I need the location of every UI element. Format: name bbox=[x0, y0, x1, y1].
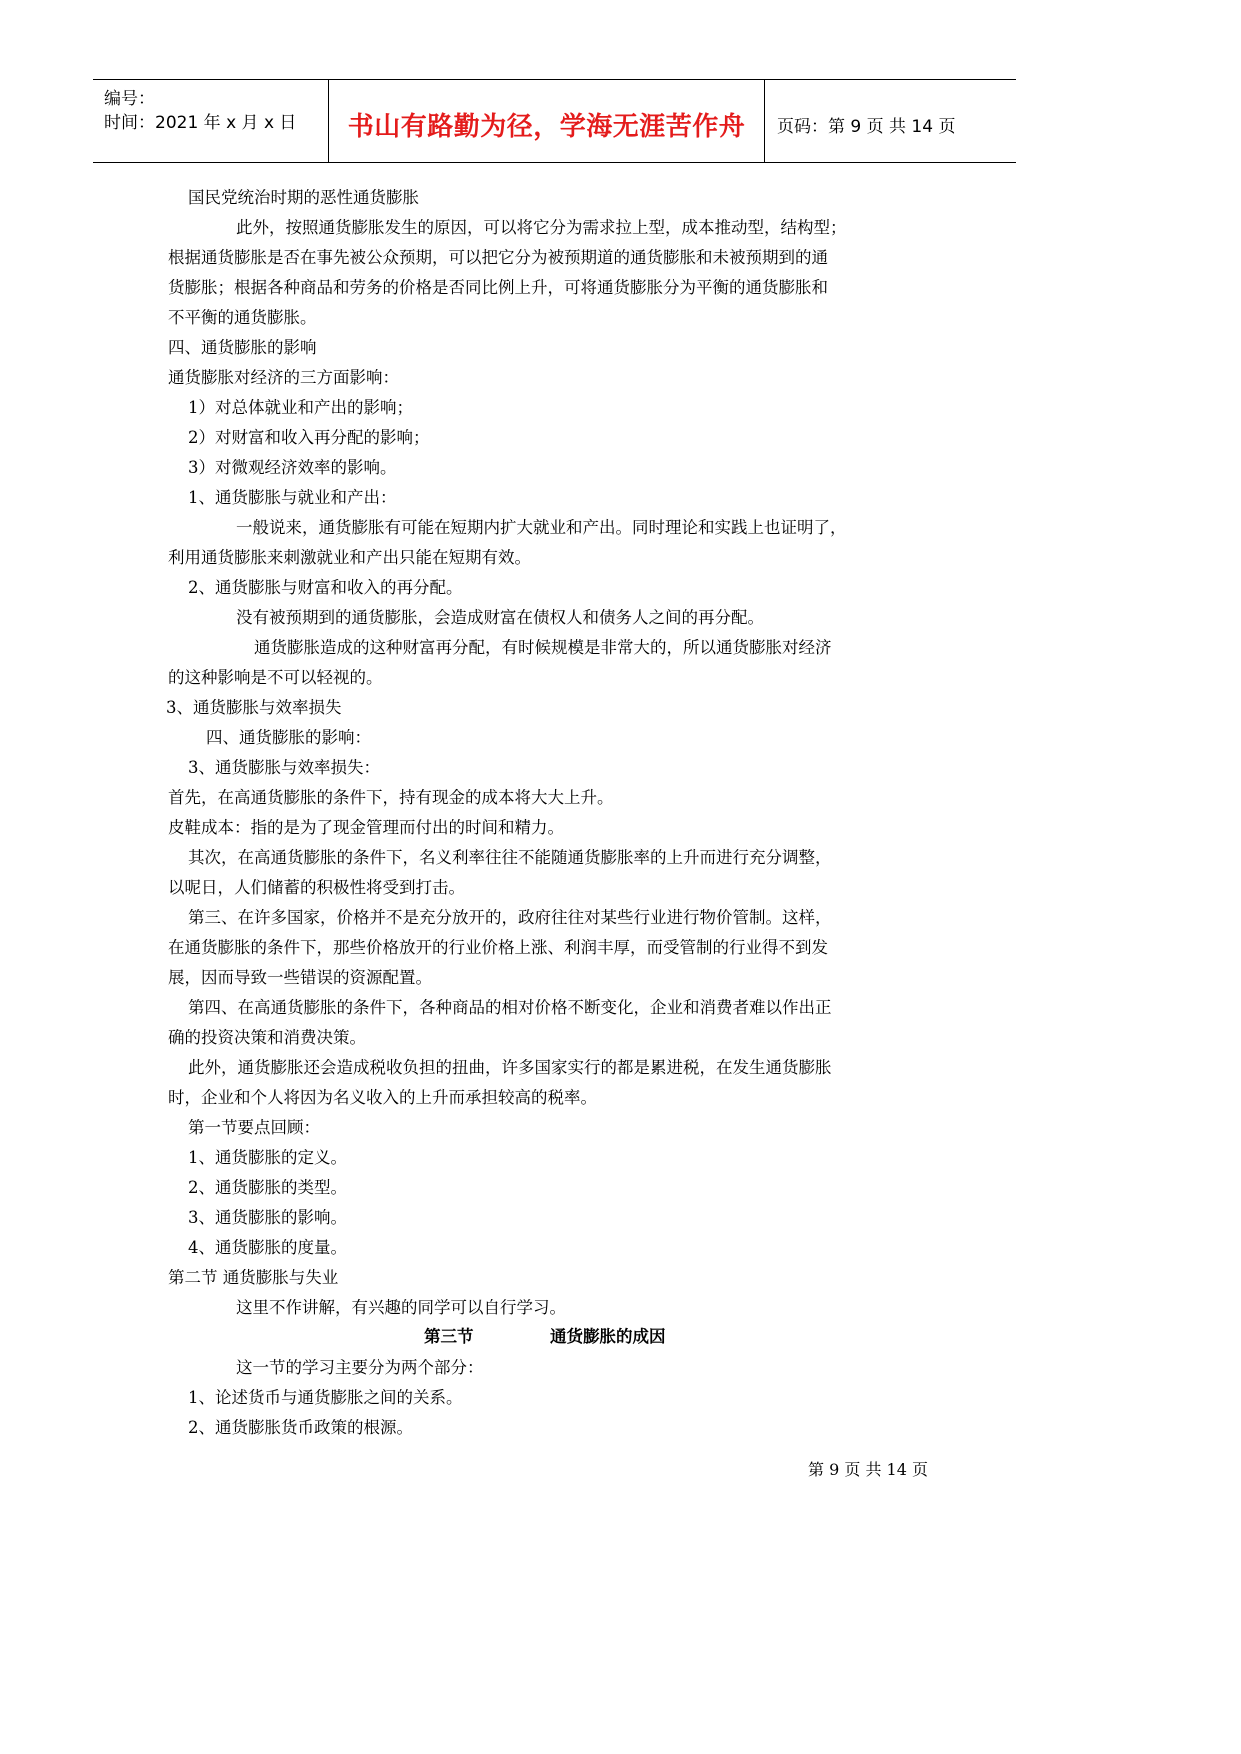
section-heading: 第二节 通货膨胀与失业 bbox=[168, 1268, 339, 1287]
list-item: 2）对财富和收入再分配的影响； bbox=[188, 428, 430, 447]
paragraph-line: 此外，通货膨胀还会造成税收负担的扭曲，许多国家实行的都是累进税，在发生通货膨胀 bbox=[188, 1058, 832, 1077]
paragraph-line: 没有被预期到的通货膨胀，会造成财富在债权人和债务人之间的再分配。 bbox=[236, 608, 764, 627]
paragraph-line: 展，因而导致一些错误的资源配置。 bbox=[168, 968, 432, 987]
paragraph-line: 第三、在许多国家，价格并不是充分放开的，政府往往对某些行业进行物价管制。这样， bbox=[188, 908, 832, 927]
paragraph-line: 首先，在高通货膨胀的条件下，持有现金的成本将大大上升。 bbox=[168, 788, 614, 807]
subsection-heading: 2、通货膨胀与财富和收入的再分配。 bbox=[188, 578, 463, 597]
paragraph-line: 这里不作讲解，有兴趣的同学可以自行学习。 bbox=[236, 1298, 566, 1317]
paragraph-line: 一般说来，通货膨胀有可能在短期内扩大就业和产出。同时理论和实践上也证明了， bbox=[236, 518, 847, 537]
header-motto: 书山有路勤为径，学海无涯苦作舟 bbox=[347, 112, 746, 142]
paragraph-line: 以呢日，人们储蓄的积极性将受到打击。 bbox=[168, 878, 465, 897]
chapter-section-number: 第三节 bbox=[424, 1327, 474, 1346]
list-item: 1、论述货币与通货膨胀之间的关系。 bbox=[188, 1388, 463, 1407]
paragraph-line: 通货膨胀对经济的三方面影响： bbox=[168, 368, 399, 387]
paragraph-line: 国民党统治时期的恶性通货膨胀 bbox=[188, 188, 419, 207]
header-middle-cell bbox=[329, 80, 765, 162]
document-number-label: 编号： bbox=[104, 89, 155, 109]
header-page-info: 页码：第 9 页 共 14 页 bbox=[777, 117, 956, 137]
paragraph-line: 不平衡的通货膨胀。 bbox=[168, 308, 317, 327]
document-header bbox=[93, 79, 1016, 163]
section-heading: 四、通货膨胀的影响 bbox=[168, 338, 317, 357]
paragraph-line: 根据通货膨胀是否在事先被公众预期，可以把它分为被预期道的通货膨胀和未被预期到的通 bbox=[168, 248, 828, 267]
subsection-heading: 3、通货膨胀与效率损失： bbox=[188, 758, 380, 777]
header-right-cell bbox=[765, 80, 1016, 162]
paragraph-line: 皮鞋成本：指的是为了现金管理而付出的时间和精力。 bbox=[168, 818, 564, 837]
paragraph-line: 货膨胀；根据各种商品和劳务的价格是否同比例上升，可将通货膨胀分为平衡的通货膨胀和 bbox=[168, 278, 828, 297]
list-item: 4、通货膨胀的度量。 bbox=[188, 1238, 347, 1257]
paragraph-line: 通货膨胀造成的这种财富再分配，有时候规模是非常大的，所以通货膨胀对经济 bbox=[254, 638, 832, 657]
list-item: 1、通货膨胀的定义。 bbox=[188, 1148, 347, 1167]
list-item: 2、通货膨胀货币政策的根源。 bbox=[188, 1418, 413, 1437]
page-footer: 第 9 页 共 14 页 bbox=[808, 1460, 928, 1479]
paragraph-line: 确的投资决策和消费决策。 bbox=[168, 1028, 366, 1047]
section-heading: 四、通货膨胀的影响： bbox=[206, 728, 371, 747]
paragraph-line: 其次，在高通货膨胀的条件下，名义利率往往不能随通货膨胀率的上升而进行充分调整， bbox=[188, 848, 832, 867]
list-item: 2、通货膨胀的类型。 bbox=[188, 1178, 347, 1197]
subsection-heading: 3、通货膨胀与效率损失 bbox=[166, 698, 342, 717]
chapter-section-title: 通货膨胀的成因 bbox=[550, 1327, 666, 1346]
paragraph-line: 时，企业和个人将因为名义收入的上升而承担较高的税率。 bbox=[168, 1088, 597, 1107]
subsection-heading: 1、通货膨胀与就业和产出： bbox=[188, 488, 397, 507]
subsection-heading: 第一节要点回顾： bbox=[188, 1118, 320, 1137]
header-left-cell bbox=[93, 80, 329, 162]
paragraph-line: 在通货膨胀的条件下，那些价格放开的行业价格上涨、利润丰厚，而受管制的行业得不到发 bbox=[168, 938, 828, 957]
paragraph-line: 的这种影响是不可以轻视的。 bbox=[168, 668, 383, 687]
paragraph-line: 这一节的学习主要分为两个部分： bbox=[236, 1358, 484, 1377]
list-item: 3）对微观经济效率的影响。 bbox=[188, 458, 397, 477]
paragraph-line: 此外，按照通货膨胀发生的原因，可以将它分为需求拉上型，成本推动型，结构型； bbox=[236, 218, 847, 237]
list-item: 3、通货膨胀的影响。 bbox=[188, 1208, 347, 1227]
paragraph-line: 利用通货膨胀来刺激就业和产出只能在短期有效。 bbox=[168, 548, 531, 567]
list-item: 1）对总体就业和产出的影响； bbox=[188, 398, 413, 417]
paragraph-line: 第四、在高通货膨胀的条件下，各种商品的相对价格不断变化，企业和消费者难以作出正 bbox=[188, 998, 832, 1017]
document-time-label: 时间：2021 年 x 月 x 日 bbox=[104, 113, 297, 133]
